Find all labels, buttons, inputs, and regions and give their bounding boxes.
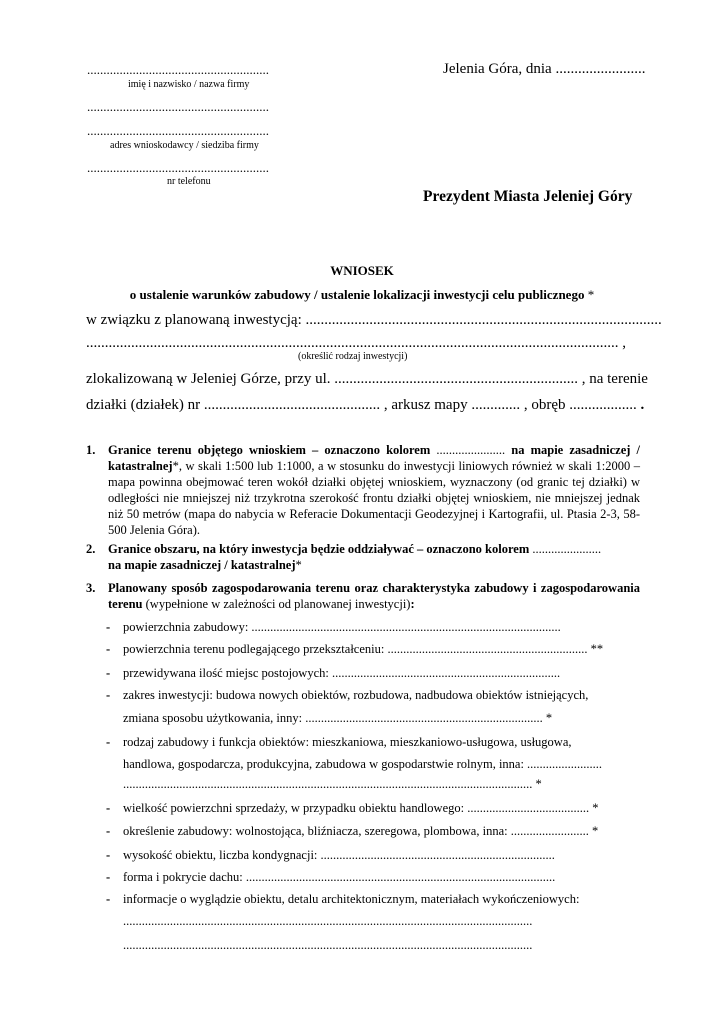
- bullet-appearance-dots-1[interactable]: ...................................................................................................................................: [123, 914, 533, 928]
- section-2: [86, 541, 640, 573]
- section-2-body: [108, 541, 640, 573]
- address-line-2[interactable]: ........................................................: [87, 123, 269, 138]
- bullet-dash: -: [106, 824, 111, 838]
- bullet-parking-text: przewidywana ilość miejsc postojowych: .........................................................................: [123, 666, 561, 680]
- bullet-building-type[interactable]: [106, 735, 572, 750]
- investment-caption: (określić rodzaj inwestycji): [298, 351, 408, 362]
- bullet-building-type-text: rodzaj zabudowy i funkcja obiektów: mieszkaniowa, mieszkaniowo-usługowa, usługowa,: [123, 735, 572, 749]
- bullet-dash: -: [106, 801, 111, 815]
- bullet-appearance-text: informacje o wyglądzie obiektu, detalu architektonicznym, materiałach wykończeniowych:: [123, 892, 580, 906]
- bullet-building-type-dots[interactable]: ................................................................................................................................... *: [123, 777, 542, 791]
- bullet-dash: -: [106, 735, 111, 749]
- bullet-roof[interactable]: [106, 870, 555, 885]
- investment-line-2-end: ,: [618, 335, 626, 351]
- bullet-roof-text: forma i pokrycie dachu: ...................................................................................................: [123, 870, 556, 884]
- phone-line[interactable]: ........................................................: [87, 160, 269, 175]
- location-line[interactable]: zlokalizowaną w Jeleniej Górze, przy ul. ................................................................. , na terenie: [86, 371, 648, 387]
- section-1-color-field[interactable]: ......................: [430, 443, 512, 457]
- bullet-dash: -: [106, 620, 111, 634]
- bullet-height-text: wysokość obiektu, liczba kondygnacji: ...........................................................................: [123, 848, 555, 862]
- address-line-1[interactable]: ........................................................: [87, 99, 269, 114]
- bullet-scope-text: zakres inwestycji: budowa nowych obiektów, rozbudowa, nadbudowa obiektów istniejących,: [123, 688, 589, 702]
- section-1-body: [108, 442, 640, 538]
- section-3: [86, 580, 640, 612]
- bullet-scope-continuation[interactable]: zmiana sposobu użytkowania, inny: ............................................................................ *: [123, 711, 553, 725]
- bullet-height[interactable]: [106, 848, 555, 863]
- section-3-bold: Planowany sposób zagospodarowania terenu oraz charakterystyka zabudowy i zagospodarowania terenu: [108, 581, 640, 611]
- bullet-built-area-text: powierzchnia zabudowy: ...................................................................................................: [123, 620, 561, 634]
- parcel-line-text: działki (działek) nr ............................................... , arkusz mapy ............. , obręb ..................: [86, 397, 637, 413]
- section-3-number: 3.: [86, 581, 96, 595]
- bullet-development-form[interactable]: [106, 824, 598, 839]
- bullet-parking[interactable]: [106, 666, 560, 681]
- section-2-number: 2.: [86, 542, 96, 556]
- section-2-mark: *: [295, 558, 302, 572]
- subtitle-mark: *: [584, 287, 595, 302]
- bullet-dash: -: [106, 870, 111, 884]
- bullet-dash: -: [106, 848, 111, 862]
- section-2-bold-a: Granice obszaru, na który inwestycja będzie oddziaływać – oznaczono kolorem: [108, 542, 530, 556]
- bullet-transformed-area-text: powierzchnia terenu podlegającego przekształceniu: ................................................................ **: [123, 642, 604, 656]
- bullet-appearance[interactable]: [106, 892, 579, 907]
- bullet-dash: -: [106, 688, 111, 702]
- bullet-dash: -: [106, 892, 111, 906]
- name-caption: imię i nazwisko / nazwa firmy: [128, 79, 250, 90]
- addressee: Prezydent Miasta Jeleniej Góry: [423, 188, 633, 205]
- section-3-colon: :: [410, 597, 415, 611]
- section-1-bold-a: Granice terenu objętego wnioskiem – oznaczono kolorem: [108, 443, 431, 457]
- section-1-bold-b: na mapie zasadniczej / katastralnej: [108, 443, 641, 473]
- document-title: WNIOSEK: [330, 263, 394, 278]
- phone-caption: nr telefonu: [167, 176, 211, 187]
- document-subtitle: [0, 287, 724, 303]
- section-2-color-field[interactable]: ......................: [529, 542, 602, 556]
- bullet-transformed-area[interactable]: [106, 642, 603, 657]
- parcel-line-end: .: [636, 397, 645, 413]
- section-3-body: [108, 580, 640, 612]
- investment-line-2-dots: ..............................................................................................................................................: [86, 335, 619, 351]
- name-line[interactable]: ........................................................: [87, 62, 269, 77]
- bullet-appearance-dots-2[interactable]: ...................................................................................................................................: [123, 938, 533, 952]
- subtitle-text: o ustalenie warunków zabudowy / ustalenie lokalizacji inwestycji celu publicznego: [129, 287, 585, 302]
- section-3-rest: (wypełnione w zależności od planowanej inwestycji): [142, 597, 411, 611]
- bullet-development-form-text: określenie zabudowy: wolnostojąca, bliźniacza, szeregowa, plombowa, inna: ......................... *: [123, 824, 599, 838]
- bullet-sales-area[interactable]: [106, 801, 598, 816]
- address-caption: adres wnioskodawcy / siedziba firmy: [110, 140, 259, 151]
- investment-line-2[interactable]: [86, 335, 626, 352]
- section-1: [86, 442, 640, 538]
- section-2-bold-b: na mapie zasadniczej / katastralnej: [108, 558, 296, 572]
- section-1-number: 1.: [86, 443, 96, 457]
- bullet-sales-area-text: wielkość powierzchni sprzedaży, w przypadku obiektu handlowego: ....................................... *: [123, 801, 599, 815]
- investment-line-1[interactable]: w związku z planowaną inwestycją: ...............................................................................................: [86, 312, 662, 328]
- bullet-building-type-continuation[interactable]: handlowa, gospodarcza, produkcyjna, zabudowa w gospodarstwie rolnym, inna: ........................: [123, 757, 603, 771]
- bullet-built-area[interactable]: [106, 620, 561, 635]
- bullet-dash: -: [106, 666, 111, 680]
- bullet-scope[interactable]: [106, 688, 588, 703]
- bullet-dash: -: [106, 642, 111, 656]
- section-1-rest: *, w skali 1:500 lub 1:1000, a w stosunku do inwestycji liniowych również w skali 1:2000 – mapa powinna obejmować teren wokół działki objętej wnioskiem, wyznaczony (od granic tej działki) w odległości nie mniejszej niż trzykrotna szerokość frontu działki objętej wnioskiem, nie mniejszej jednak niż 50 metrów (mapa do nabycia w Referacie Dokumentacji Geodezyjnej i Kartografii, ul. Ptasia 2-3, 58-500 Jelenia Góra).: [108, 459, 640, 537]
- parcel-line[interactable]: [86, 397, 644, 414]
- place-date[interactable]: Jelenia Góra, dnia ........................: [443, 61, 646, 77]
